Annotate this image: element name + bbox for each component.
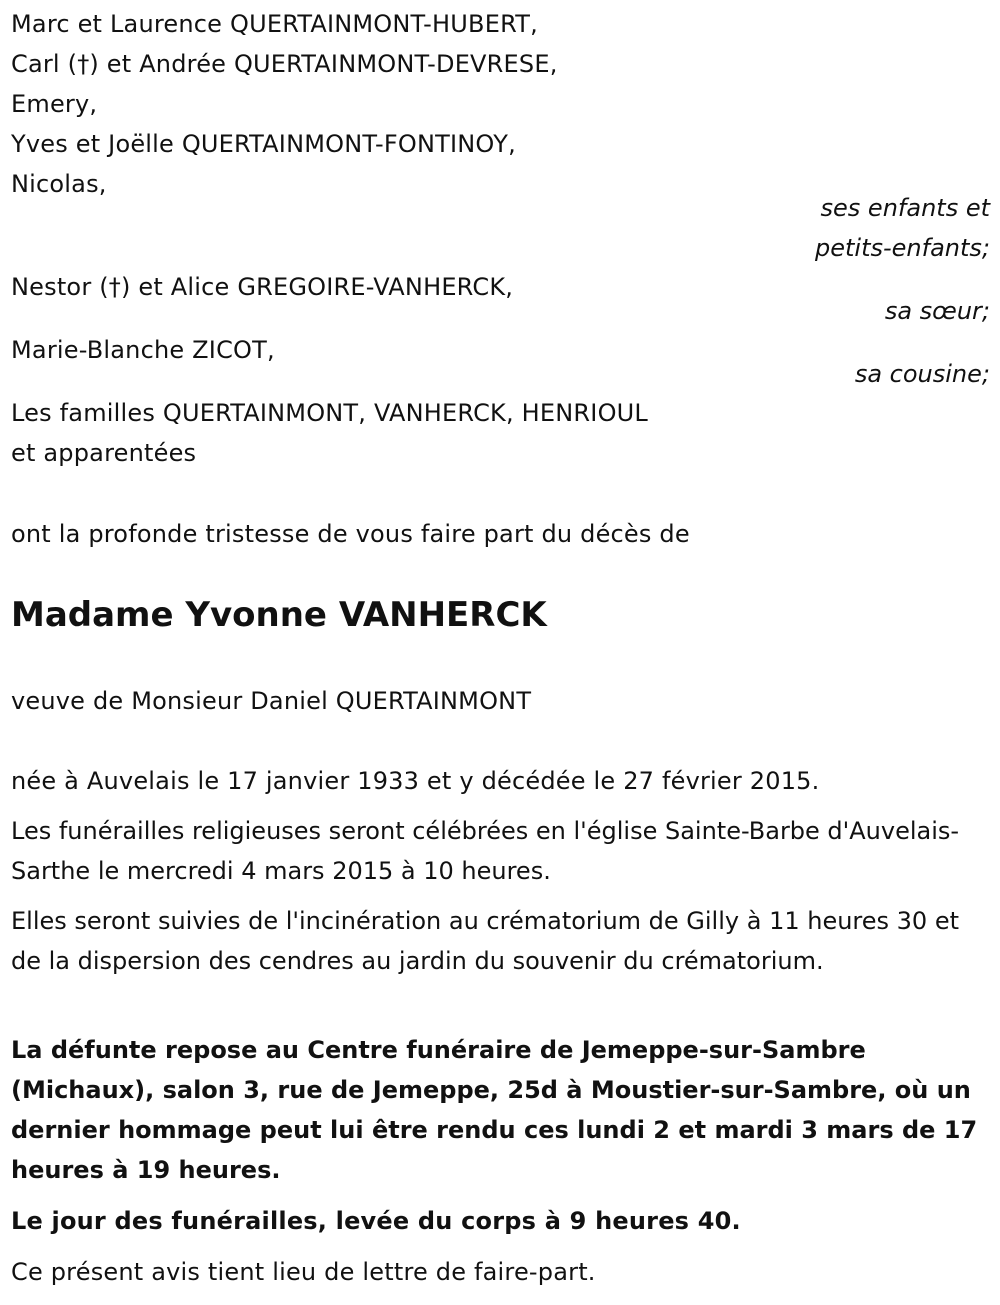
- levee-line: Le jour des funérailles, levée du corps à 9 heures 40.: [11, 1207, 741, 1235]
- funeral-paragraph: Les funérailles religieuses seront célébrées en l'église Sainte-Barbe d'Auvelais-Sarthe le mercredi 4 mars 2015 à 10 heures.: [11, 817, 960, 885]
- cousin-line: Marie-Blanche ZICOT,: [11, 336, 275, 364]
- relation-children-1: ses enfants et: [820, 194, 990, 222]
- family-line-4: Yves et Joëlle QUERTAINMONT-FONTINOY,: [11, 130, 516, 158]
- family-line-1: Marc et Laurence QUERTAINMONT-HUBERT,: [11, 10, 538, 38]
- family-line-2: Carl (†) et Andrée QUERTAINMONT-DEVRESE,: [11, 50, 558, 78]
- announcement-text: ont la profonde tristesse de vous faire part du décès de: [11, 520, 690, 548]
- spouse-line: veuve de Monsieur Daniel QUERTAINMONT: [11, 687, 532, 715]
- relation-children-2: petits-enfants;: [815, 234, 990, 262]
- families-line-1: Les familles QUERTAINMONT, VANHERCK, HENRIOUL: [11, 399, 648, 427]
- family-line-5: Nicolas,: [11, 170, 107, 198]
- visitation-paragraph: La défunte repose au Centre funéraire de Jemeppe-sur-Sambre (Michaux), salon 3, rue de Jemeppe, 25d à Moustier-sur-Sambre, où un dernier hommage peut lui être rendu ces lundi 2 et mardi 3 mars de 17 heures à 19 heures.: [11, 1036, 978, 1184]
- families-line-2: et apparentées: [11, 439, 197, 467]
- sister-line: Nestor (†) et Alice GREGOIRE-VANHERCK,: [11, 273, 514, 301]
- birth-death-line: née à Auvelais le 17 janvier 1933 et y décédée le 27 février 2015.: [11, 767, 820, 795]
- deceased-name: Madame Yvonne VANHERCK: [11, 595, 547, 635]
- cremation-paragraph: Elles seront suivies de l'incinération au crématorium de Gilly à 11 heures 30 et de la dispersion des cendres au jardin du souvenir du crématorium.: [11, 907, 959, 975]
- relation-cousin: sa cousine;: [854, 360, 990, 388]
- family-line-3: Emery,: [11, 90, 98, 118]
- closing-line: Ce présent avis tient lieu de lettre de faire-part.: [11, 1258, 596, 1286]
- relation-sister: sa sœur;: [884, 297, 990, 325]
